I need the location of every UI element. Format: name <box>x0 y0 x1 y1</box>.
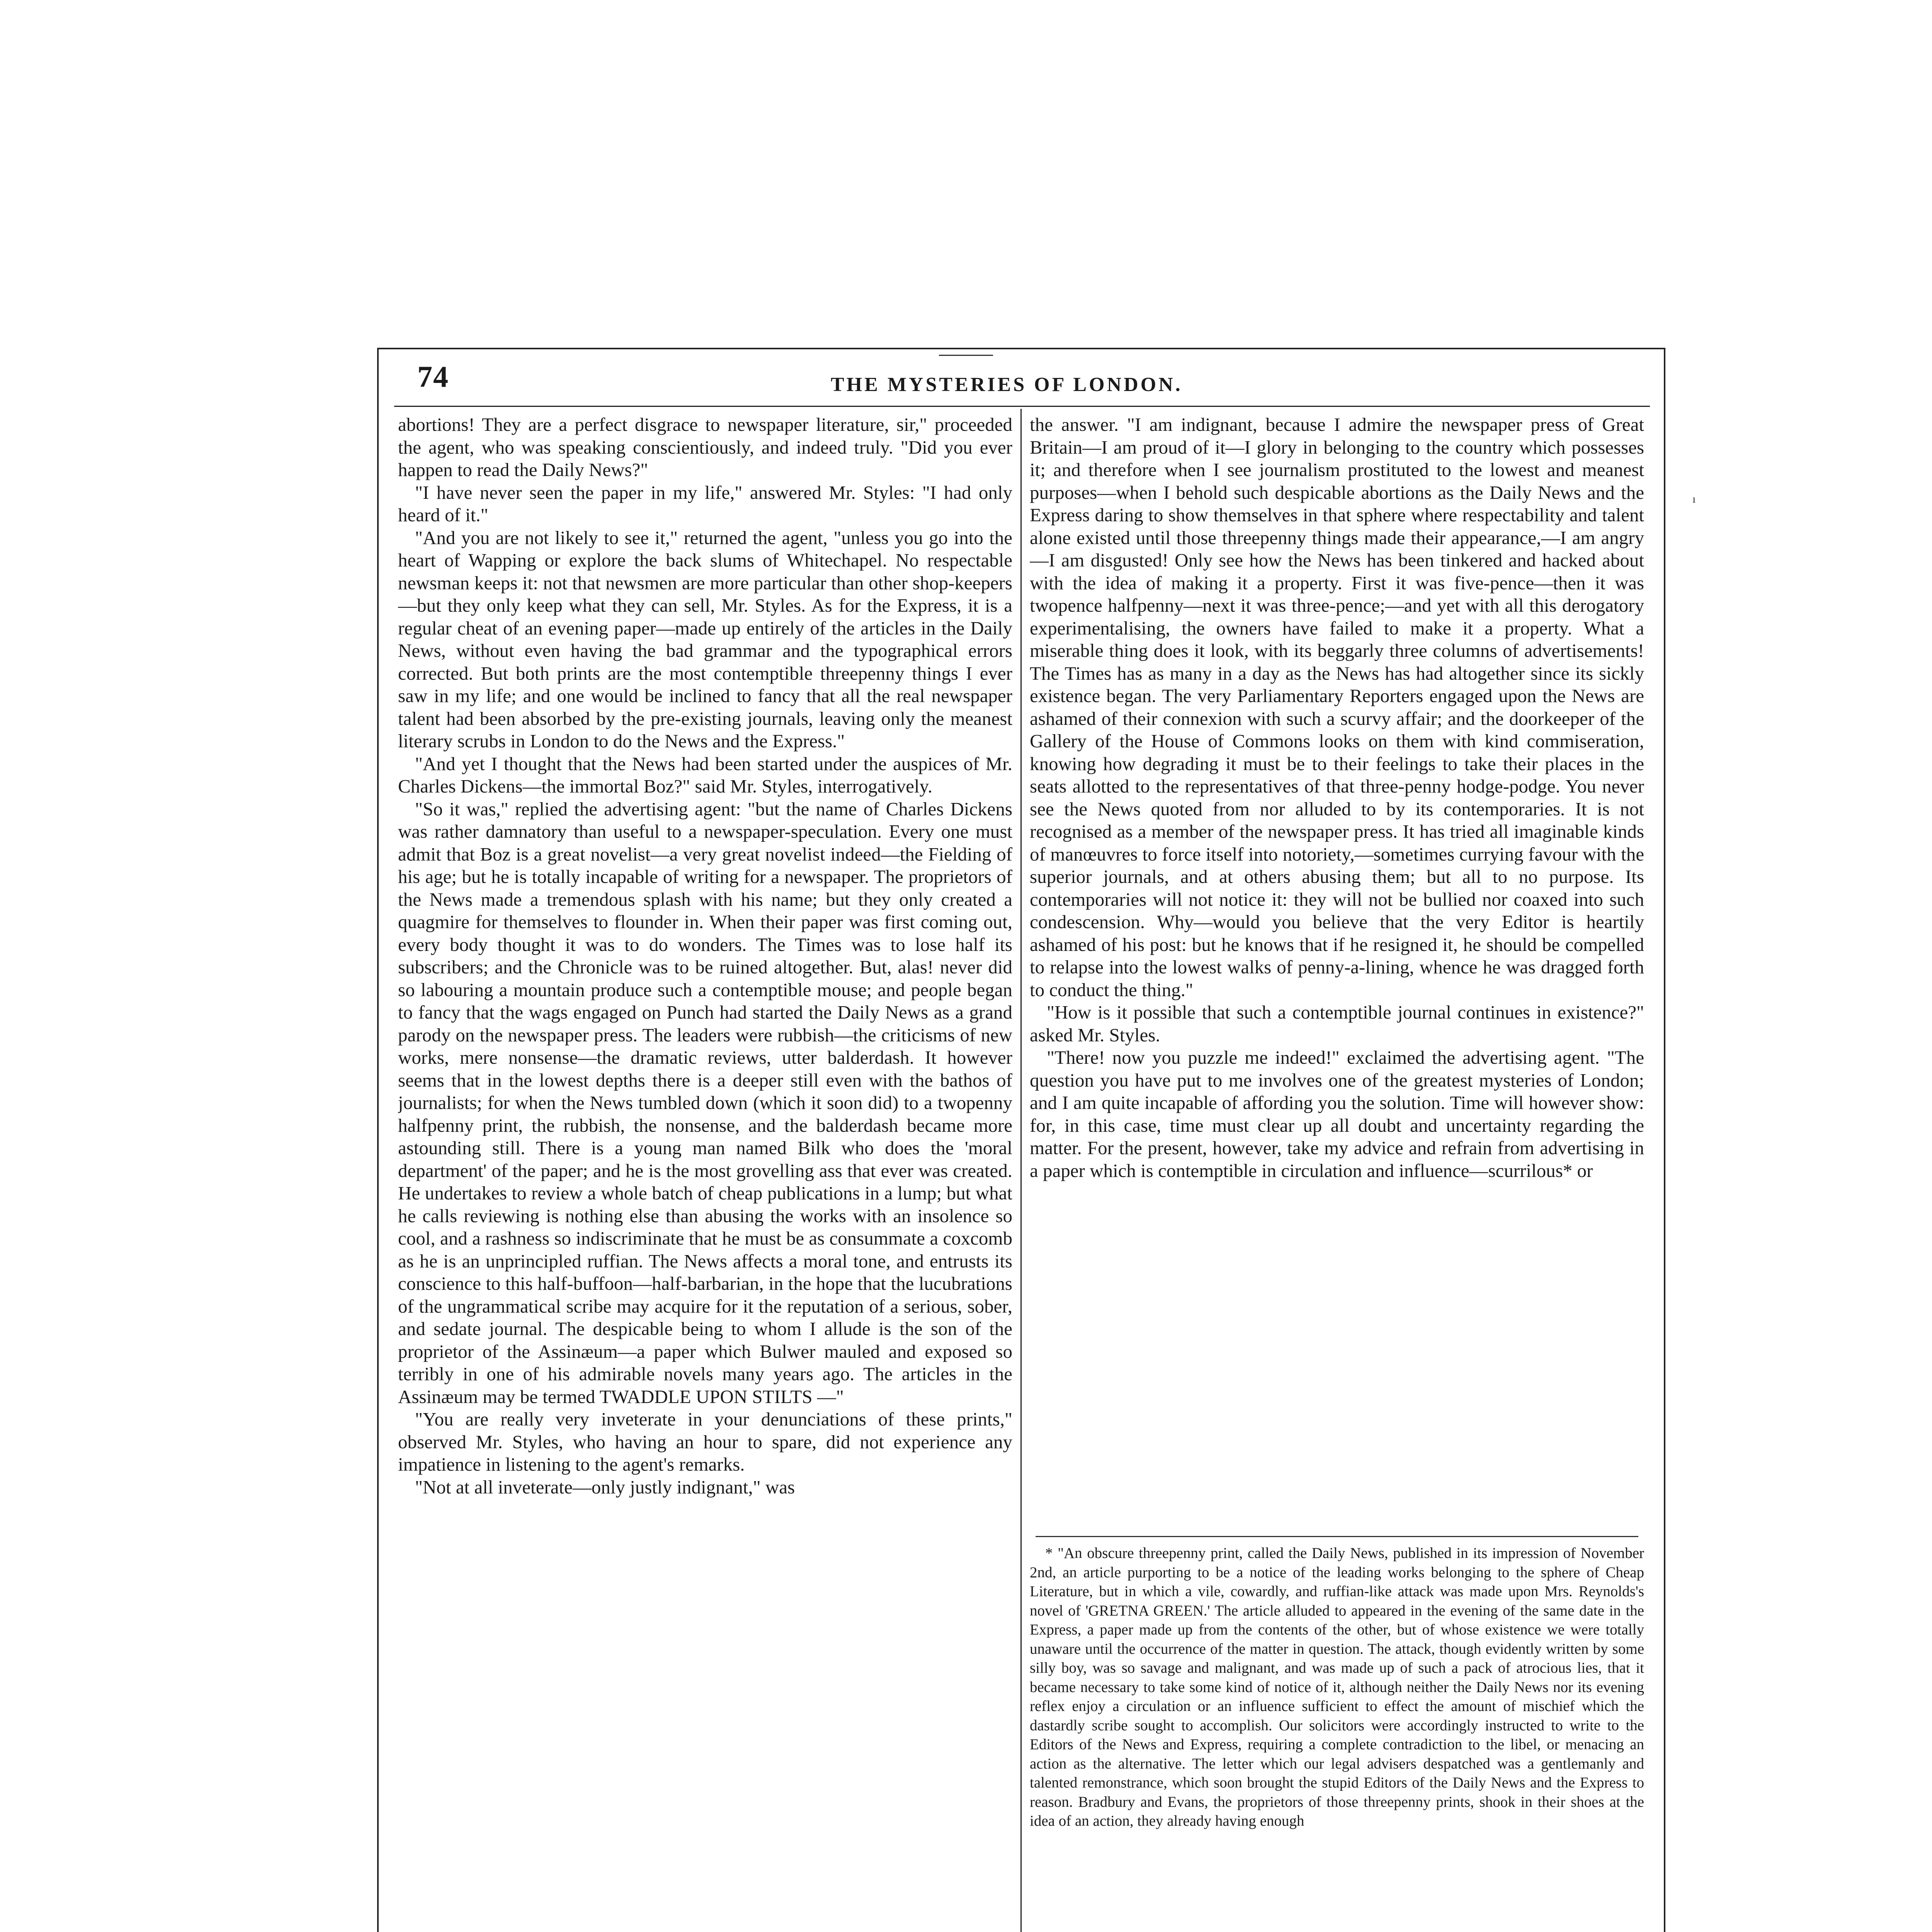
paragraph: abortions! They are a perfect disgrace to newspaper literature, sir," proceeded the agent, who was speaking conscientiously, and indeed truly. "Did you ever happen to read the Daily News?" <box>398 414 1012 480</box>
header-rule <box>394 406 1650 407</box>
paragraph: "How is it possible that such a contemptible journal continues in existence?" asked Mr. Styles. <box>1030 1002 1644 1046</box>
page-number: 74 <box>417 360 449 393</box>
paragraph: "I have never seen the paper in my life," answered Mr. Styles: "I had only heard of it." <box>398 481 1012 526</box>
footnote-rule <box>1036 1536 1638 1537</box>
paragraph: "There! now you puzzle me indeed!" exclaimed the advertising agent. "The question you have put to me involves one of the greatest mysteries of London; and I am quite incapable of affording you the solution. Time will however show: for, in this case, time must clear up all doubt and uncertainty regarding the matter. For the present, however, take my advice and refrain from advertising in a paper which is contemptible in circulation and influence—scurrilous* or <box>1030 1047 1644 1181</box>
footnote <box>1030 1544 1644 1932</box>
left-column <box>398 413 1012 1932</box>
paragraph: "And you are not likely to see it," returned the agent, "unless you go into the heart of Wapping or explore the back slums of Whitechapel. No respectable newsman keeps it: not that newsmen are more particular than other shop-keepers—but they only keep what they can sell, Mr. Styles. As for the Express, it is a regular cheat of an evening paper—made up entirely of the articles in the Daily News, without even having the bad grammar and the typographical errors corrected. But both prints are the most contemptible threepenny things I ever saw in my life; and one would be inclined to fancy that all the real newspaper talent had been absorbed by the pre-existing journals, leaving only the meanest literary scrubs in London to do the News and the Express." <box>398 527 1012 752</box>
paragraph: the answer. "I am indignant, because I admire the newspaper press of Great Britain—I am proud of it—I glory in belonging to the country which possesses it; and therefore when I see journalism prostituted to the lowest and meanest purposes—when I behold such despicable abortions as the Daily News and the Express daring to show themselves in that sphere where respectability and talent alone existed until those threepenny things made their appearance,—I am angry—I am disgusted! Only see how the News has been tinkered and hacked about with the idea of making it a property. First it was five-pence—then it was twopence halfpenny—next it was three-pence;—and yet with all this derogatory experimentalising, the owners have failed to make it a property. What a miserable thing does it look, with its beggarly three columns of advertisements! The Times has as many in a day as the News has had altogether since its sickly existence began. The very Parliamentary Reporters engaged upon the News are ashamed of their connexion with such a scurvy affair; and the doorkeeper of the Gallery of the House of Commons looks on them with kind commiseration, knowing how degrading it must be to their feelings to take their places in the seats allotted to the representatives of that three-penny hodge-podge. You never see the News quoted from nor alluded to by its contemporaries. It is not recognised as a member of the newspaper press. It has tried all imaginable kinds of manœuvres to force itself into notoriety,—sometimes currying favour with the superior journals, and at others abusing them; but all to no purpose. Its contemporaries will not notice it: they will not be bullied nor coaxed into such condescension. Why—would you believe that the very Editor is heartily ashamed of his post: but he knows that if he resigned it, he should be compelled to relapse into the lowest walks of penny-a-lining, whence he was dragged forth to conduct the thing." <box>1030 414 1644 1000</box>
paragraph: "And yet I thought that the News had been started under the auspices of Mr. Charles Dickens—the immortal Boz?" said Mr. Styles, interrogatively. <box>398 753 1012 797</box>
paragraph: "You are really very inveterate in your denunciations of these prints," observed Mr. Styles, who having an hour to spare, did not experience any impatience in listening to the agent's remarks. <box>398 1408 1012 1475</box>
margin-mark: ı <box>1692 493 1696 505</box>
right-column <box>1030 413 1644 1530</box>
footnote-text: * "An obscure threepenny print, called the Daily News, published in its impression of November 2nd, an article purporting to be a notice of the leading works belonging to the sphere of Cheap Literature, but in which a vile, cowardly, and ruffian-like attack was made upon Mrs. Reynolds's novel of 'GRETNA GREEN.' The article alluded to appeared in the evening of the same date in the Express, a paper made up from the contents of the other, but of whose existence we were totally unaware until the occurrence of the matter in question. The attack, though evidently written by some silly boy, was so savage and malignant, and was made up of such a pack of atrocious lies, that it became necessary to take some kind of notice of it, although neither the Daily News nor its evening reflex enjoy a circulation or an influence sufficient to effect the amount of mischief which the dastardly scribe sought to accomplish. Our solicitors were accordingly instructed to write to the Editors of the News and Express, requiring a complete contradiction to the libel, or menacing an action as the alternative. The letter which our legal advisers despatched was a gentlemanly and talented remonstrance, which soon brought the stupid Editors of the Daily News and the Express to reason. Bradbury and Evans, the proprietors of those threepenny prints, shook in their shoes at the idea of an action, they already having enough <box>1030 1545 1644 1829</box>
column-divider <box>1020 409 1022 1932</box>
paragraph: "Not at all inveterate—only justly indignant," was <box>415 1476 795 1498</box>
running-title: THE MYSTERIES OF LONDON. <box>831 374 1183 396</box>
paragraph: "So it was," replied the advertising agent: "but the name of Charles Dickens was rather damnatory than useful to a newspaper-speculation. Every one must admit that Boz is a great novelist—a very great novelist indeed—the Fielding of his age; but he is totally incapable of writing for a newspaper. The proprietors of the News made a tremendous splash with his name; but they only created a quagmire for themselves to flounder in. When their paper was first coming out, every body thought it was to do wonders. The Times was to lose half its subscribers; and the Chronicle was to be ruined altogether. But, alas! never did so labouring a mountain produce such a contemptible mouse; and people began to fancy that the wags engaged on Punch had started the Daily News as a grand parody on the newspaper press. The leaders were rubbish—the criticisms of new works, mere nonsense—the dramatic reviews, utter balderdash. It however seems that in the lowest depths there is a deeper still even with the bathos of journalists; for when the News tumbled down (which it soon did) to a twopenny halfpenny print, the rubbish, the nonsense, and the balderdash became more astounding still. There is a young man named Bilk who does the 'moral department' of the paper; and he is the most grovelling ass that ever was created. He undertakes to review a whole batch of cheap publications in a lump; but what he calls reviewing is nothing else than abusing the works with an insolence so cool, and a rashness so indiscriminate that he must be as consummate a coxcomb as he is an unprincipled ruffian. The News affects a moral tone, and entrusts its conscience to this half-buffoon—half-barbarian, in the hope that the lucubrations of the ungrammatical scribe may acquire for it the reputation of a serious, sober, and sedate journal. The despicable being to whom I allude is the son of the proprietor of the Assinæum—a paper which Bulwer mauled and exposed so terribly in one of his admirable novels many years ago. The articles in the Assinæum may be termed TWADDLE UPON STILTS —" <box>398 798 1012 1407</box>
